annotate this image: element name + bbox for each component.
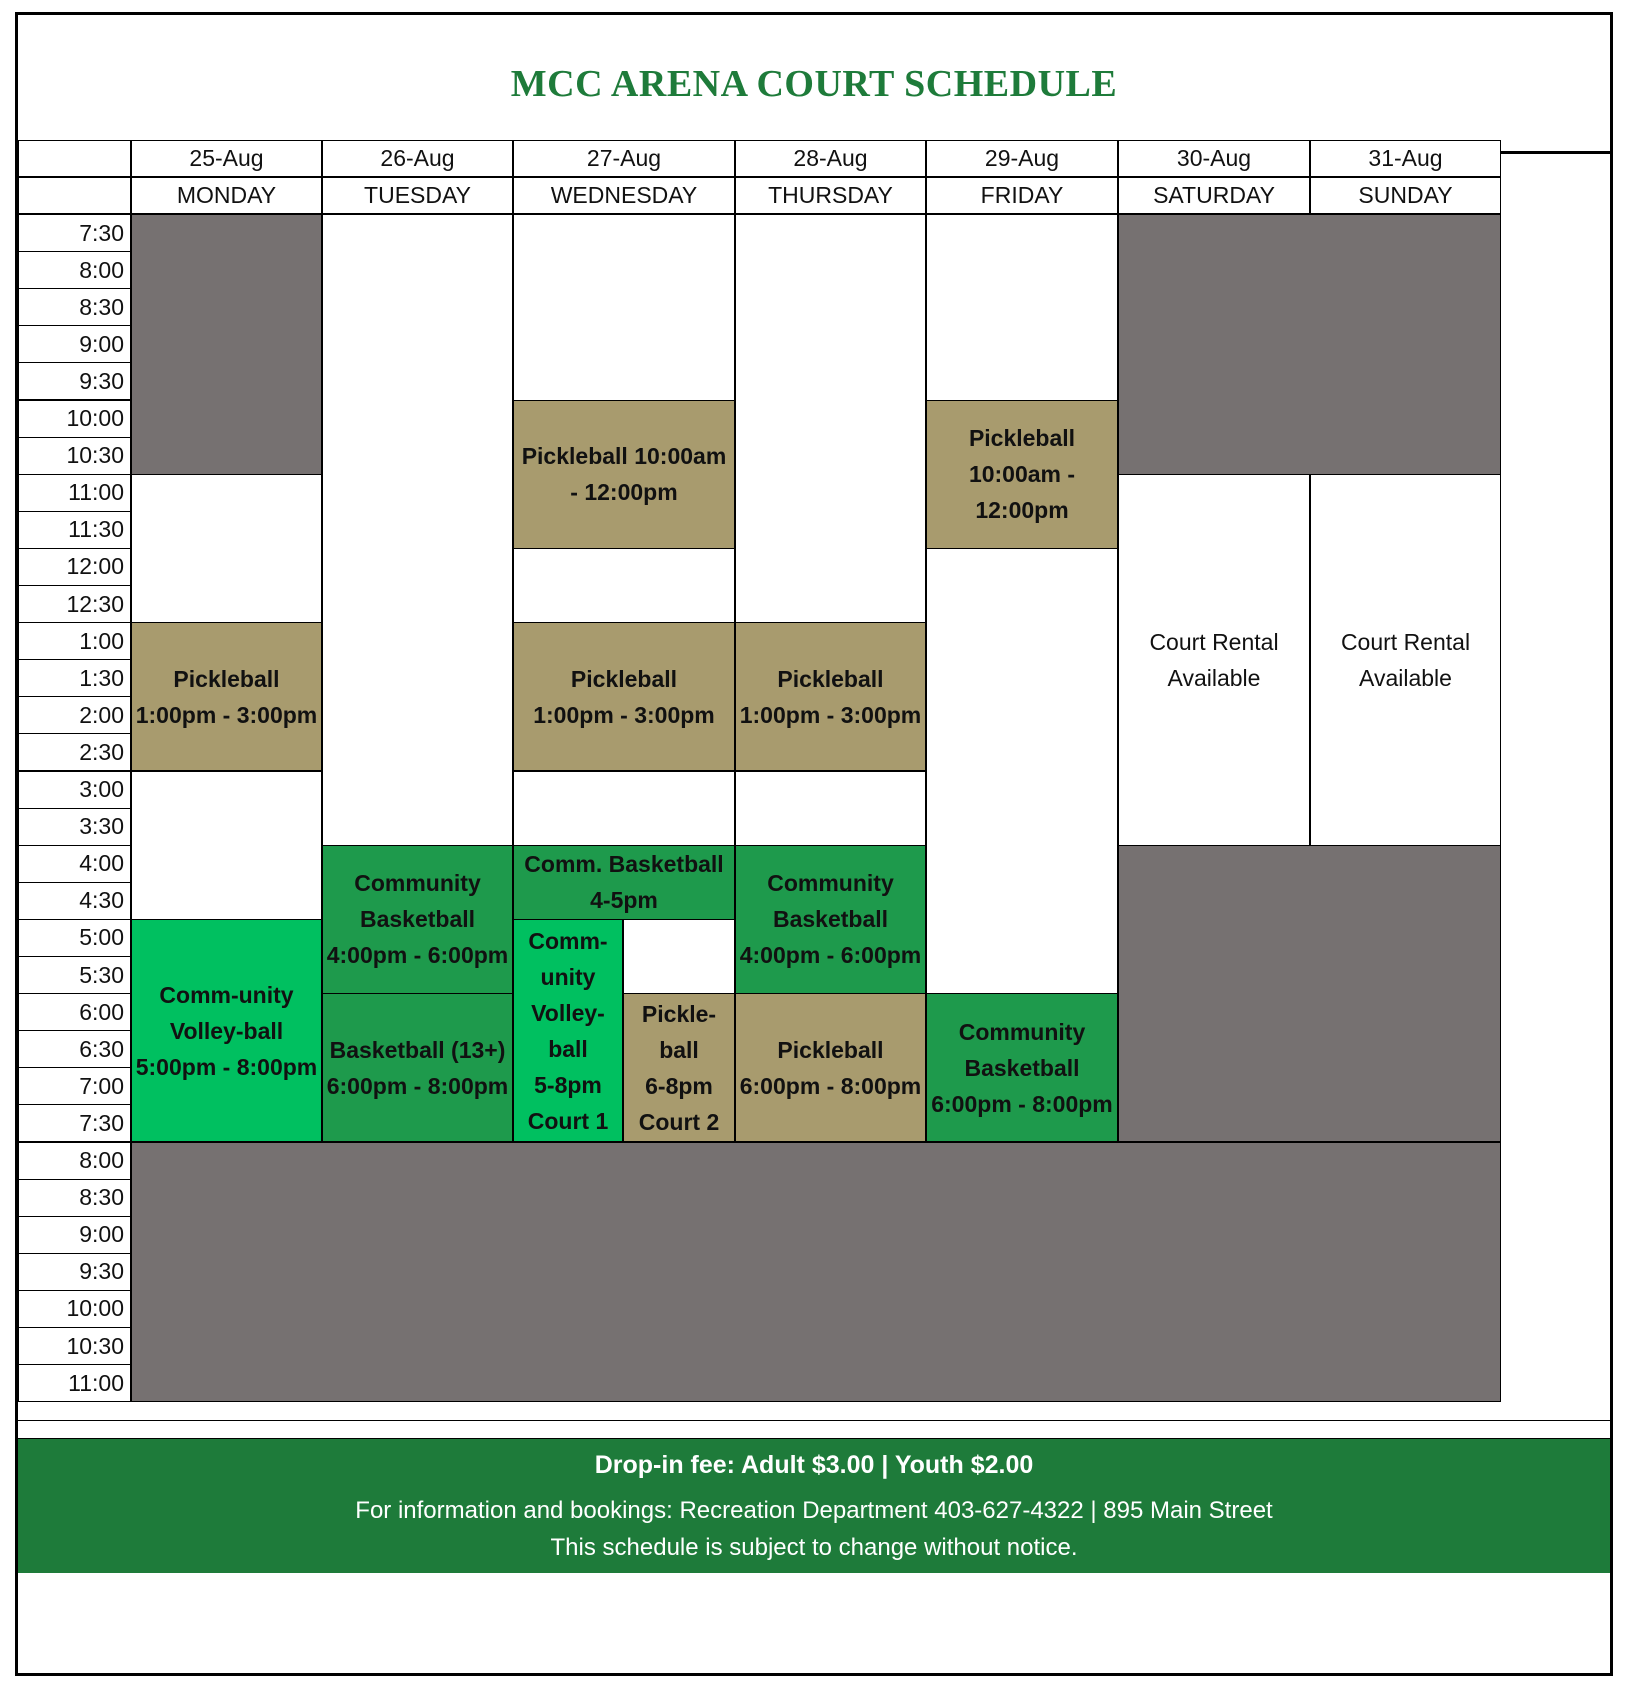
day-name-header: SATURDAY [1118, 177, 1310, 214]
closed-block [131, 1142, 1501, 1403]
spacer-row [18, 1420, 1610, 1439]
volleyball-session: Comm- unity Volley- ball 5-8pm Court 1 [513, 919, 623, 1143]
open-slot [131, 771, 322, 920]
time-slot-label: 12:30 [18, 585, 131, 623]
day-name-header: WEDNESDAY [513, 177, 735, 214]
day-date-header: 30-Aug [1118, 140, 1310, 177]
time-slot-label: 10:00 [18, 400, 131, 438]
basketball-session: Basketball (13+) 6:00pm - 8:00pm [322, 993, 513, 1142]
time-slot-label: 8:00 [18, 1142, 131, 1180]
pickleball-session: Pickleball 10:00am - 12:00pm [926, 400, 1118, 549]
time-slot-label: 3:00 [18, 771, 131, 809]
open-slot [131, 474, 322, 623]
pickleball-session: Pickle- ball 6-8pm Court 2 [623, 993, 735, 1142]
time-slot-label: 10:30 [18, 437, 131, 475]
header-corner [18, 140, 131, 177]
court-rental-block: Court Rental Available [1310, 474, 1501, 846]
pickleball-session: Pickleball 1:00pm - 3:00pm [131, 622, 322, 771]
time-slot-label: 2:00 [18, 696, 131, 734]
pickleball-session: Pickleball 10:00am - 12:00pm [513, 400, 735, 549]
day-name-header: MONDAY [131, 177, 322, 214]
time-slot-label: 8:30 [18, 288, 131, 326]
contact-info: For information and bookings: Recreation Department 403-627-4322 | 895 Main Street [355, 1497, 1273, 1524]
time-slot-label: 7:00 [18, 1067, 131, 1105]
basketball-session: Community Basketball 4:00pm - 6:00pm [735, 845, 926, 994]
open-slot [513, 771, 735, 846]
time-slot-label: 9:00 [18, 325, 131, 363]
court-rental-block: Court Rental Available [1118, 474, 1310, 846]
time-slot-label: 12:00 [18, 548, 131, 586]
open-slot [513, 214, 735, 401]
time-slot-label: 1:30 [18, 659, 131, 697]
time-slot-label: 6:00 [18, 993, 131, 1031]
volleyball-session: Comm-unity Volley-ball 5:00pm - 8:00pm [131, 919, 322, 1143]
open-slot [735, 771, 926, 846]
basketball-session: Community Basketball 6:00pm - 8:00pm [926, 993, 1118, 1142]
day-date-header: 31-Aug [1310, 140, 1501, 177]
time-slot-label: 5:30 [18, 956, 131, 994]
closed-block [131, 214, 322, 475]
open-slot [513, 548, 735, 623]
day-date-header: 29-Aug [926, 140, 1118, 177]
time-slot-label: 11:00 [18, 1364, 131, 1402]
closed-block [1118, 845, 1501, 1143]
basketball-session: Community Basketball 4:00pm - 6:00pm [322, 845, 513, 994]
open-slot [735, 214, 926, 623]
open-slot [322, 214, 513, 846]
time-slot-label: 9:30 [18, 1253, 131, 1291]
basketball-session: Comm. Basketball 4-5pm [513, 845, 735, 920]
day-date-header: 26-Aug [322, 140, 513, 177]
day-name-header: SUNDAY [1310, 177, 1501, 214]
time-slot-label: 2:30 [18, 733, 131, 771]
day-date-header: 27-Aug [513, 140, 735, 177]
time-slot-label: 3:30 [18, 808, 131, 846]
time-slot-label: 10:30 [18, 1327, 131, 1365]
time-slot-label: 1:00 [18, 622, 131, 660]
time-slot-label: 7:30 [18, 214, 131, 252]
time-slot-label: 11:00 [18, 474, 131, 512]
pickleball-session: Pickleball 6:00pm - 8:00pm [735, 993, 926, 1142]
time-slot-label: 6:30 [18, 1030, 131, 1068]
day-name-header: TUESDAY [322, 177, 513, 214]
page-title: MCC ARENA COURT SCHEDULE [510, 63, 1118, 105]
time-slot-label: 5:00 [18, 919, 131, 957]
closed-block [1118, 214, 1501, 475]
time-slot-label: 10:00 [18, 1290, 131, 1328]
open-slot [926, 214, 1118, 401]
header-corner [18, 177, 131, 214]
time-slot-label: 8:00 [18, 251, 131, 289]
day-date-header: 25-Aug [131, 140, 322, 177]
time-slot-label: 11:30 [18, 511, 131, 549]
time-slot-label: 4:30 [18, 882, 131, 920]
day-name-header: THURSDAY [735, 177, 926, 214]
open-slot [926, 548, 1118, 994]
day-name-header: FRIDAY [926, 177, 1118, 214]
schedule-sheet [15, 12, 1613, 1676]
time-slot-label: 9:30 [18, 362, 131, 400]
time-slot-label: 9:00 [18, 1216, 131, 1254]
footer-banner [18, 1439, 1610, 1573]
time-slot-label: 8:30 [18, 1179, 131, 1217]
day-date-header: 28-Aug [735, 140, 926, 177]
drop-in-fee: Drop-in fee: Adult $3.00 | Youth $2.00 [594, 1451, 1034, 1479]
pickleball-session: Pickleball 1:00pm - 3:00pm [513, 622, 735, 771]
time-slot-label: 7:30 [18, 1104, 131, 1142]
pickleball-session: Pickleball 1:00pm - 3:00pm [735, 622, 926, 771]
open-slot [623, 919, 735, 994]
time-slot-label: 4:00 [18, 845, 131, 883]
change-notice: This schedule is subject to change without notice. [550, 1534, 1078, 1561]
